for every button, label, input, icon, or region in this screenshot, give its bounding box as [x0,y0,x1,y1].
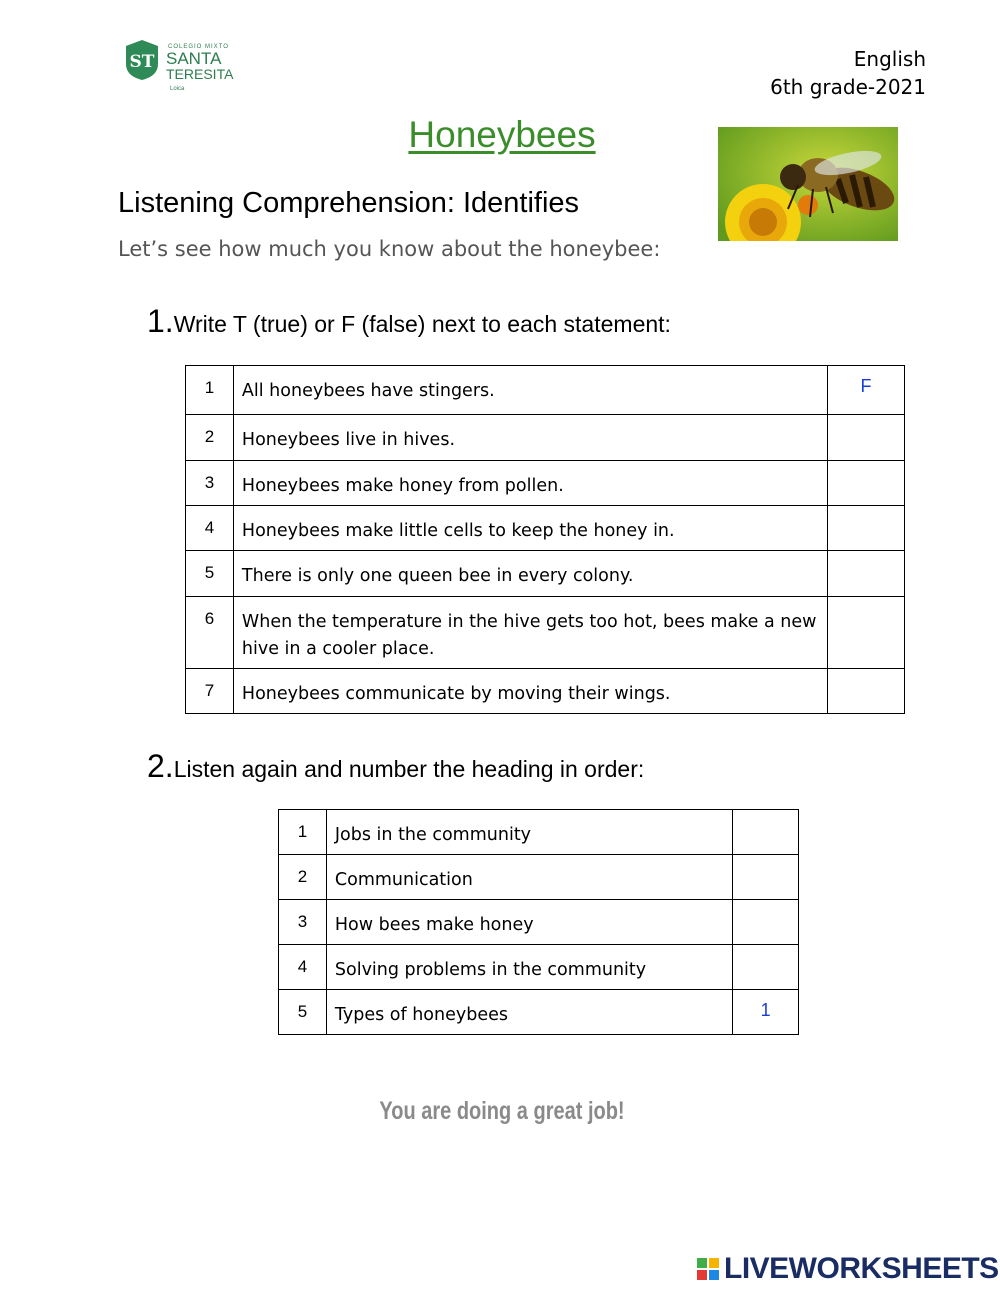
intro-text: Let’s see how much you know about the honeybee: [118,237,661,261]
heading-text: Jobs in the community [326,810,732,855]
order-input[interactable] [733,900,799,945]
svg-text:ST: ST [129,52,155,72]
row-number: 6 [186,597,234,669]
answer-input[interactable]: F [828,366,905,415]
table-row [279,990,799,1035]
answer-input[interactable] [828,551,905,597]
logo-name-line1: SANTA [166,49,222,68]
row-number: 4 [279,945,327,990]
table-row [186,551,905,597]
logo-name-line2: TERESITA [166,66,234,82]
heading-text: Solving problems in the community [326,945,732,990]
question-2-heading [147,748,644,785]
order-input[interactable] [733,855,799,900]
statement-text: Honeybees live in hives. [233,415,827,461]
row-number: 1 [186,366,234,415]
statement-text: Honeybees communicate by moving their wings. [233,669,827,714]
brand-blocks-icon [697,1258,721,1282]
answer-input[interactable] [828,461,905,506]
heading-text: Communication [326,855,732,900]
table-row [186,597,905,669]
table-row [279,810,799,855]
answer-input[interactable] [828,669,905,714]
subject-label: English [853,47,926,71]
liveworksheets-logo [697,1252,997,1288]
table-row [279,945,799,990]
order-input[interactable]: 1 [733,990,799,1035]
question-2-instruction: Listen again and number the heading in order: [173,756,645,782]
question-2-number: 2. [147,748,174,784]
table-row [186,669,905,714]
answer-input[interactable] [828,415,905,461]
statement-text: All honeybees have stingers. [233,366,827,415]
row-number: 2 [279,855,327,900]
table-row [186,366,905,415]
row-number: 4 [186,506,234,551]
order-input[interactable] [733,810,799,855]
row-number: 1 [279,810,327,855]
table-row [186,461,905,506]
school-crest-icon [122,38,162,82]
table-row [279,900,799,945]
question-1-heading [147,303,671,340]
heading-text: How bees make honey [326,900,732,945]
school-logo [122,38,242,100]
honeybee-image [718,127,898,241]
row-number: 3 [186,461,234,506]
grade-label: 6th grade-2021 [770,75,926,99]
row-number: 5 [279,990,327,1035]
answer-input[interactable] [828,506,905,551]
statement-text: When the temperature in the hive gets too hot, bees make a new hive in a cooler place. [233,597,827,669]
row-number: 2 [186,415,234,461]
logo-city: Loica [170,86,185,92]
praise-message: You are doing a great job! [379,1097,625,1125]
answer-input[interactable] [828,597,905,669]
logo-top-text: COLEGIO MIXTO [168,44,229,50]
subject-info [770,45,926,101]
brand-name: LIVEWORKSHEETS [724,1252,999,1285]
statement-text: Honeybees make little cells to keep the honey in. [233,506,827,551]
statement-text: Honeybees make honey from pollen. [233,461,827,506]
order-input[interactable] [733,945,799,990]
table-row [186,415,905,461]
row-number: 3 [279,900,327,945]
row-number: 7 [186,669,234,714]
true-false-table [185,365,905,714]
table-row [186,506,905,551]
table-row [279,855,799,900]
heading-order-table [278,809,799,1035]
question-1-instruction: Write T (true) or F (false) next to each statement: [173,311,671,337]
page-title: Honeybees [408,114,596,155]
section-heading: Listening Comprehension: Identifies [118,187,580,219]
row-number: 5 [186,551,234,597]
statement-text: There is only one queen bee in every colony. [233,551,827,597]
heading-text: Types of honeybees [326,990,732,1035]
question-1-number: 1. [147,303,174,339]
